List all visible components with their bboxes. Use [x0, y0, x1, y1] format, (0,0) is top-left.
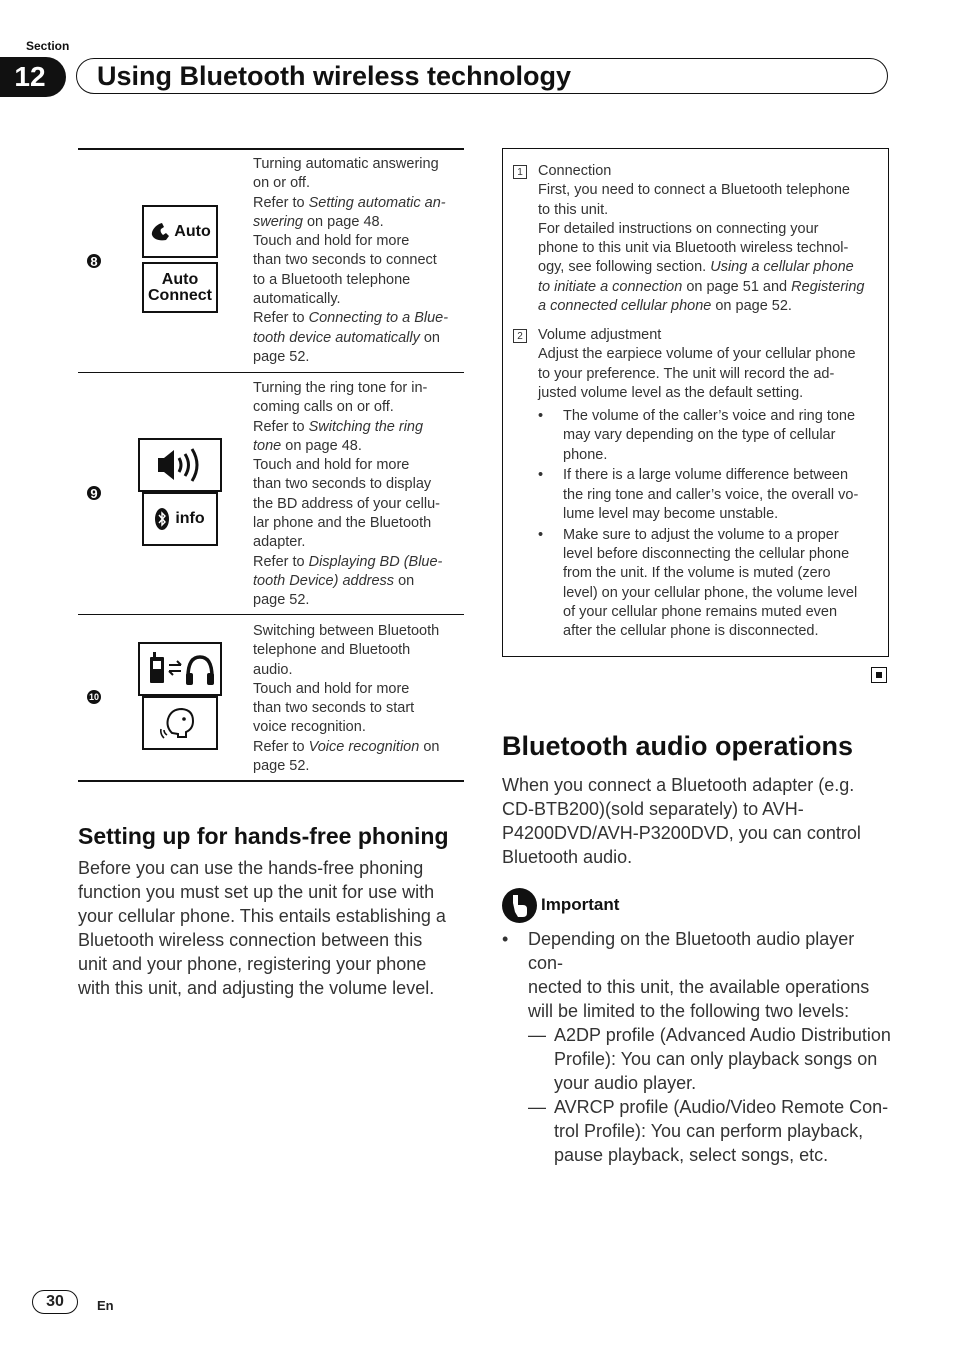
- step-volume: [538, 326, 884, 403]
- setup-heading: Setting up for hands-free phoning: [78, 823, 449, 849]
- text-line: your cellular phone. This entails establishing a: [78, 906, 446, 926]
- reference-link: Switching the ring: [308, 418, 424, 435]
- auto-answer-icon: [142, 205, 218, 258]
- speaker-waves-icon: [154, 445, 206, 485]
- bluetooth-icon: [155, 508, 169, 530]
- table-rule: [78, 614, 464, 615]
- text-line: AVRCP profile (Audio/Video Remote Con-: [554, 1097, 889, 1117]
- text-line: Profile): You can only playback songs on: [554, 1049, 878, 1069]
- text-line: on: [419, 329, 441, 346]
- text-line: A2DP profile (Advanced Audio Distribution: [554, 1025, 891, 1045]
- text-line: page 52.: [253, 592, 310, 609]
- text-line: on: [419, 738, 440, 755]
- text-line: The volume of the caller’s voice and ring tone: [563, 408, 856, 424]
- text-line: to this unit.: [538, 201, 609, 218]
- step-connection: [538, 162, 884, 316]
- auto-label: Auto: [174, 222, 211, 240]
- text-line: of your cellular phone remains muted even: [563, 603, 838, 620]
- row-marker: 9: [87, 486, 101, 500]
- text-line: on page 48.: [302, 213, 384, 230]
- text-line: phone to this unit via Bluetooth wireless technol-: [538, 240, 849, 257]
- text-line: Refer to: [253, 194, 309, 211]
- text-line: from the unit. If the volume is muted (zero: [563, 565, 831, 582]
- page-number: 30: [32, 1290, 78, 1314]
- pointing-hand-icon: [509, 893, 531, 919]
- bullet-item: • If there is a large volume difference between the ring tone and caller’s voice, the overall vo- lume level may become unstable.: [538, 466, 884, 524]
- text-line: unit and your phone, registering your phone: [78, 954, 427, 974]
- phone-audio-switch-icon: [138, 642, 222, 696]
- step-number: 1: [513, 165, 527, 179]
- text-line: page 52.: [253, 758, 310, 775]
- text-line: justed volume level as the default setting.: [538, 384, 804, 401]
- text-line: than two seconds to start: [253, 700, 415, 717]
- audio-heading: Bluetooth audio operations: [502, 731, 853, 761]
- text-line: than two seconds to connect: [253, 252, 437, 269]
- text-line: to your preference. The unit will record the ad-: [538, 365, 835, 382]
- table-rule: [78, 372, 464, 373]
- text-line: on or off.: [253, 175, 310, 192]
- reference-link: Setting automatic an-: [308, 194, 446, 211]
- row-description: [253, 622, 463, 776]
- important-icon: [502, 888, 537, 923]
- reference-link: tooth device automatically: [253, 329, 420, 346]
- chapter-title: Using Bluetooth wireless technology: [76, 58, 888, 94]
- text-line: on page 48.: [281, 437, 362, 454]
- bullet-item: • Depending on the Bluetooth audio player con- nected to this unit, the available operations will be limited to the following two levels:: [502, 927, 892, 1023]
- reference-link: swering: [253, 213, 303, 230]
- section-label: Section: [26, 39, 70, 53]
- text-line: pause playback, select songs, etc.: [554, 1145, 829, 1165]
- auto-connect-icon: [142, 262, 218, 313]
- reference-link: Using a cellular phone: [710, 259, 854, 276]
- text-line: nected to this unit, the available operations: [528, 977, 870, 997]
- language-label: En: [97, 1298, 114, 1313]
- text-line: Switching between Bluetooth: [253, 623, 440, 639]
- text-line: ogy, see following section.: [538, 259, 711, 276]
- text-line: When you connect a Bluetooth adapter (e.g.: [502, 775, 855, 795]
- text-line: coming calls on or off.: [253, 399, 394, 416]
- text-line: audio.: [253, 661, 293, 678]
- reference-link: Connecting to a Blue-: [308, 310, 449, 327]
- text-line: function you must set up the unit for use with: [78, 882, 435, 902]
- text-line: Before you can use the hands-free phoning: [78, 858, 424, 878]
- important-bullets: [502, 927, 892, 1167]
- text-line: Refer to: [253, 553, 309, 570]
- text-line: Touch and hold for more: [253, 457, 410, 474]
- reference-link: tooth Device) address: [253, 572, 395, 589]
- text-line: telephone and Bluetooth: [253, 642, 411, 659]
- info-icon: [142, 492, 218, 546]
- text-line: Bluetooth audio.: [502, 847, 633, 867]
- text-line: automatically.: [253, 291, 341, 308]
- text-line: P4200DVD/AVH-P3200DVD, you can control: [502, 823, 861, 843]
- step-number: 2: [513, 329, 527, 343]
- text-line: on: [394, 572, 415, 589]
- text-line: page 52.: [253, 348, 310, 365]
- table-rule-top: [78, 148, 464, 150]
- text-line: Turning automatic answering: [253, 156, 439, 172]
- text-line: level before disconnecting the cellular phone: [563, 546, 850, 563]
- table-rule-bottom: [78, 780, 464, 782]
- reference-link: Registering: [791, 278, 865, 295]
- text-line: For detailed instructions on connecting your: [538, 220, 819, 237]
- phone-headphones-icon: [144, 649, 216, 689]
- text-line: lume level may become unstable.: [563, 505, 779, 522]
- text-line: than two seconds to display: [253, 476, 432, 493]
- reference-link: tone: [253, 437, 282, 454]
- voice-head-icon: [160, 703, 200, 743]
- dash-item: — A2DP profile (Advanced Audio Distribution Profile): You can only playback songs on your audio player.: [528, 1025, 891, 1093]
- text-line: Adjust the earpiece volume of your cellular phone: [538, 346, 856, 363]
- step-title: Volume adjustment: [538, 327, 662, 343]
- important-label: Important: [541, 895, 620, 914]
- text-line: after the cellular phone is disconnected.: [563, 623, 819, 640]
- text-line: the ring tone and caller’s voice, the overall vo-: [563, 486, 859, 503]
- text-line: Refer to: [253, 738, 309, 755]
- dash-item: — AVRCP profile (Audio/Video Remote Con- trol Profile): You can perform playback, pause playback, select songs, etc.: [502, 1095, 892, 1167]
- text-line: Bluetooth wireless connection between this: [78, 930, 423, 950]
- bullet-item: • Make sure to adjust the volume to a proper level before disconnecting the cellular phone from the unit. If the volume is muted (zero level) on your cellular phone, the volume level of your cellular phone remains muted even after the cellular phone is disconnected.: [538, 526, 884, 642]
- reference-link: Displaying BD (Blue-: [308, 553, 443, 570]
- row-marker: 8: [87, 254, 101, 268]
- auto-connect-label: Auto Connect: [148, 270, 212, 304]
- row-marker: 10: [88, 692, 99, 702]
- text-line: the BD address of your cellu-: [253, 495, 440, 512]
- text-line: Refer to: [253, 418, 309, 435]
- text-line: your audio player.: [554, 1073, 697, 1093]
- reference-link: a connected cellular phone: [538, 298, 712, 315]
- text-line: to a Bluetooth telephone: [253, 271, 411, 288]
- text-line: lar phone and the Bluetooth: [253, 515, 432, 532]
- text-line: If there is a large volume difference between: [563, 467, 849, 484]
- text-line: Touch and hold for more: [253, 233, 410, 250]
- text-line: with this unit, and adjusting the volume level.: [78, 978, 435, 998]
- step-title: Connection: [538, 163, 612, 179]
- ring-tone-icon: [138, 438, 222, 492]
- info-label: info: [175, 510, 205, 527]
- audio-paragraph: [502, 773, 892, 869]
- phone-handset-icon: [149, 221, 171, 243]
- text-line: level) on your cellular phone, the volume level: [563, 584, 858, 601]
- volume-bullets: [538, 407, 884, 642]
- text-line: First, you need to connect a Bluetooth telephone: [538, 182, 850, 199]
- text-line: will be limited to the following two levels:: [528, 1001, 850, 1021]
- text-line: voice recognition.: [253, 719, 366, 736]
- text-line: Touch and hold for more: [253, 680, 410, 697]
- end-mark-icon: [871, 667, 887, 683]
- text-line: adapter.: [253, 534, 306, 551]
- voice-recognition-icon: [142, 696, 218, 750]
- text-line: on page 51 and: [682, 278, 792, 295]
- text-line: trol Profile): You can perform playback,: [554, 1121, 864, 1141]
- text-line: CD-BTB200)(sold separately) to AVH-: [502, 799, 804, 819]
- text-line: Turning the ring tone for in-: [253, 380, 428, 396]
- row-description: [253, 155, 463, 367]
- text-line: Make sure to adjust the volume to a proper: [563, 526, 839, 543]
- bullet-item: • The volume of the caller’s voice and ring tone may vary depending on the type of cellular phone.: [538, 407, 884, 465]
- row-description: [253, 379, 463, 611]
- text-line: Refer to: [253, 310, 309, 327]
- text-line: Depending on the Bluetooth audio player con-: [528, 929, 855, 973]
- text-line: phone.: [563, 446, 608, 463]
- reference-link: to initiate a connection: [538, 278, 683, 295]
- section-number: 12: [0, 57, 66, 97]
- text-line: on page 52.: [711, 298, 792, 315]
- text-line: may vary depending on the type of cellular: [563, 427, 836, 444]
- reference-link: Voice recognition: [308, 738, 420, 755]
- setup-paragraph: [78, 856, 468, 1000]
